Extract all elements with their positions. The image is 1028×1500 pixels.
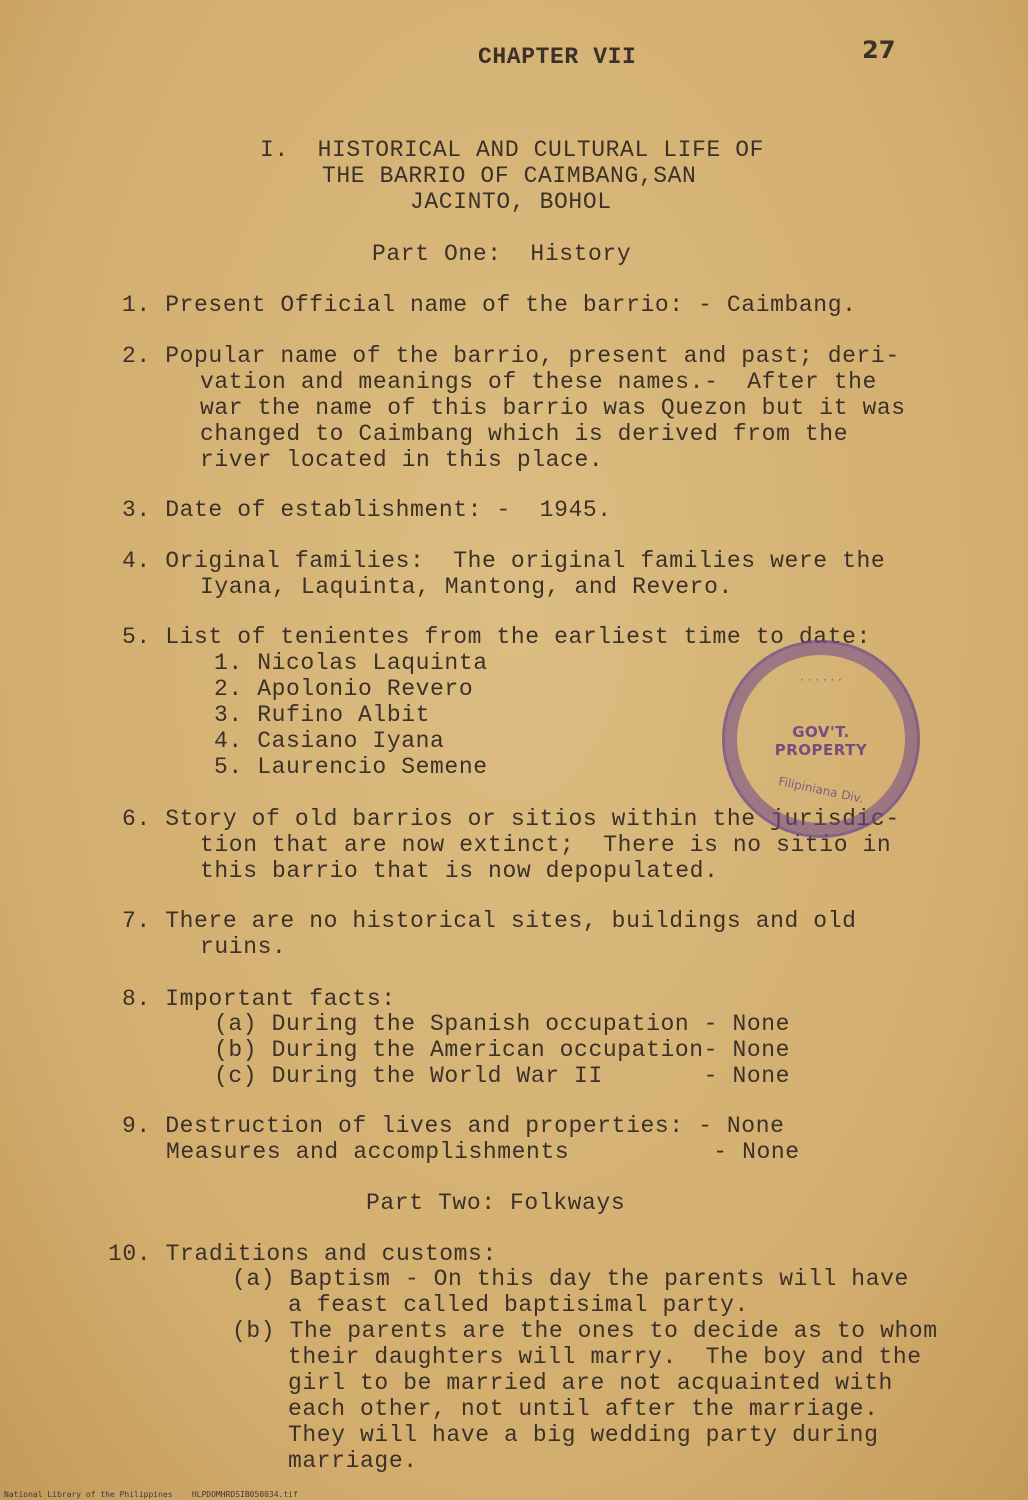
teniente-3: 3. Rufino Albit <box>214 702 431 728</box>
item-6-line-1: 6. Story of old barrios or sitios within the jurisdic- <box>122 806 900 832</box>
tradition-a-line-2: a feast called baptisimal party. <box>288 1292 749 1318</box>
page-number: 27 <box>862 36 896 64</box>
item-6-line-2: tion that are now extinct; There is no sitio in <box>200 832 892 858</box>
stamp-center-text: GOV'T. PROPERTY <box>774 723 868 759</box>
library-stamp <box>722 640 920 838</box>
item-2-line-5: river located in this place. <box>200 447 604 473</box>
archive-footer: National Library of the Philippines HLPDOMHRDSIB050034.tif <box>4 1490 298 1499</box>
item-7-line-2: ruins. <box>200 934 287 960</box>
fact-b: (b) During the American occupation- None <box>214 1037 791 1063</box>
fact-a: (a) During the Spanish occupation - None <box>214 1011 791 1037</box>
stamp-bottom-text: Filipiniana Div. <box>777 774 865 806</box>
teniente-4: 4. Casiano Iyana <box>214 728 445 754</box>
tradition-a-line-1: (a) Baptism - On this day the parents will have <box>232 1266 909 1292</box>
title-line-1: I. HISTORICAL AND CULTURAL LIFE OF <box>260 137 765 163</box>
fact-c: (c) During the World War II - None <box>214 1063 791 1089</box>
item-2-line-2: vation and meanings of these names.- After the <box>200 369 877 395</box>
item-3: 3. Date of establishment: - 1945. <box>122 497 612 523</box>
item-2-line-3: war the name of this barrio was Quezon but it was <box>200 395 906 421</box>
part-one-heading: Part One: History <box>372 241 632 267</box>
item-5-line-1: 5. List of tenientes from the earliest time to date: <box>122 624 871 650</box>
title-line-2: THE BARRIO OF CAIMBANG,SAN <box>322 163 697 189</box>
tradition-b-line-6: marriage. <box>288 1448 418 1474</box>
item-4-line-1: 4. Original families: The original families were the <box>122 548 886 574</box>
tradition-b-line-1: (b) The parents are the ones to decide as to whom <box>232 1318 938 1344</box>
title-line-3: JACINTO, BOHOL <box>410 189 612 215</box>
item-7-line-1: 7. There are no historical sites, buildings and old <box>122 908 857 934</box>
tradition-b-line-4: each other, not until after the marriage. <box>288 1396 879 1422</box>
tradition-b-line-5: They will have a big wedding party during <box>288 1422 879 1448</box>
item-8-line-1: 8. Important facts: <box>122 986 396 1012</box>
stamp-ring-text: · · · · · · <box>800 673 842 687</box>
item-2-line-1: 2. Popular name of the barrio, present and past; deri- <box>122 343 900 369</box>
item-9-line-1: 9. Destruction of lives and properties: - None <box>122 1113 785 1139</box>
item-6-line-3: this barrio that is now depopulated. <box>200 858 719 884</box>
teniente-1: 1. Nicolas Laquinta <box>214 650 488 676</box>
item-9-line-2: Measures and accomplishments - None <box>166 1139 800 1165</box>
traditions-heading: 10. Traditions and customs: <box>108 1241 497 1267</box>
item-2-line-4: changed to Caimbang which is derived from the <box>200 421 849 447</box>
tradition-b-line-2: their daughters will marry. The boy and the <box>288 1344 922 1370</box>
teniente-5: 5. Laurencio Semene <box>214 754 488 780</box>
item-1: 1. Present Official name of the barrio: - Caimbang. <box>122 292 857 318</box>
tradition-b-line-3: girl to be married are not acquainted with <box>288 1370 893 1396</box>
chapter-heading: CHAPTER VII <box>478 44 637 70</box>
part-two-heading: Part Two: Folkways <box>366 1190 626 1216</box>
item-4-line-2: Iyana, Laquinta, Mantong, and Revero. <box>200 574 733 600</box>
teniente-2: 2. Apolonio Revero <box>214 676 474 702</box>
